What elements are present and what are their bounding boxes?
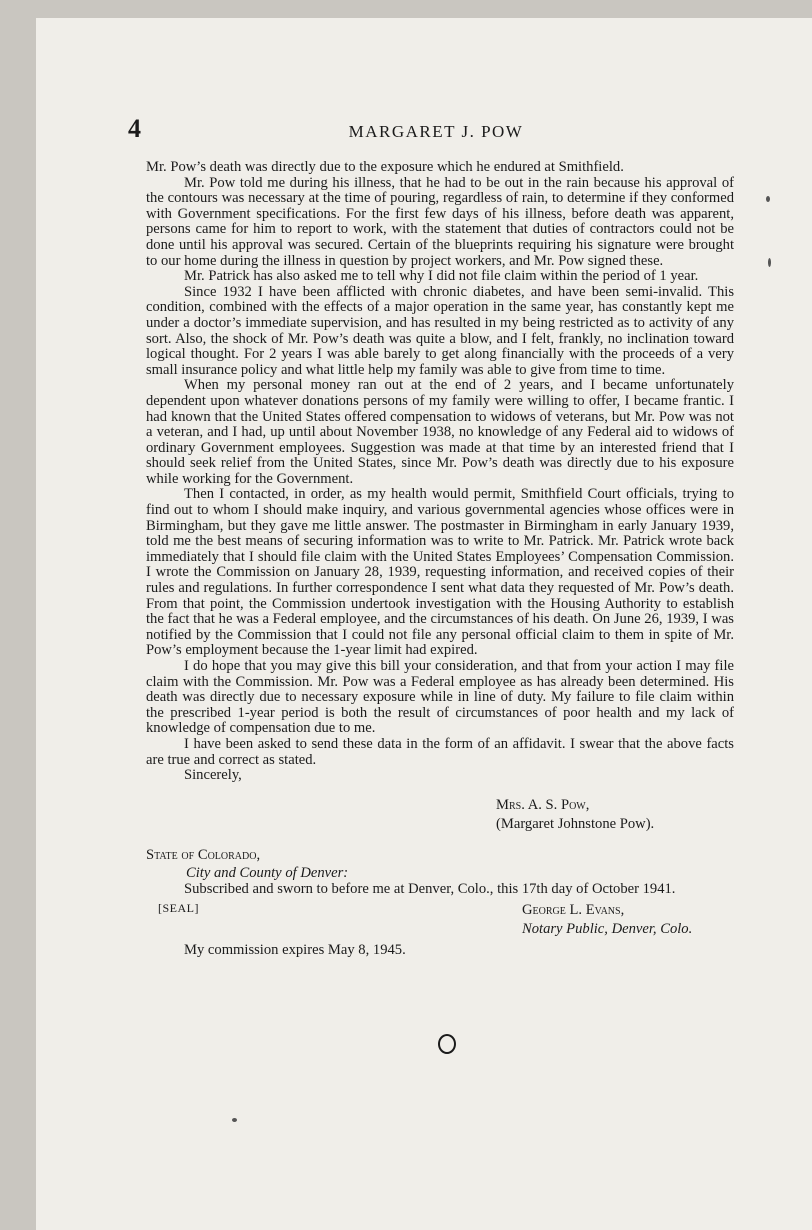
venue-state: State of Colorado, [146,846,261,863]
notary-name: George L. Evans, [522,902,625,919]
document-page [36,18,812,1230]
ink-speck [768,258,771,267]
letter-body [146,160,734,959]
end-mark-circle [438,1034,456,1054]
paragraph: Mr. Pow’s death was directly due to the exposure which he endured at Smithfield. [146,159,624,175]
venue-county: City and County of Denver: [186,864,349,881]
paragraph: Mr. Patrick has also asked me to tell why I did not file claim within the period of 1 year. [184,268,699,285]
signature-block [496,796,734,834]
paragraph: I do hope that you may give this bill your consideration, and that from your action I may file claim with the Commission. Mr. Pow was a Federal employee as has already been determined. His death was directly due to necessary exposure while in line of duty. My failure to file claim within the prescribed 1-year period is both the result of circumstances of poor health and my lack of knowledge of compensation due to me. [146,658,734,737]
paragraph: When my personal money ran out at the end of 2 years, and I became unfortunately dependent upon whatever donations persons of my family were willing to offer, I became frantic. I had known that the United States offered compensation to widows of veterans, but Mr. Pow was not a veteran, and I had, up until about November 1938, no knowledge of any Federal aid to widows of ordinary Government employees. Suggestion was made at that time by an interested friend that I should seek relief from the United States, since Mr. Pow’s death was directly due to his exposure while working for the Government. [146,377,734,487]
signature-name: Mrs. A. S. Pow, [496,796,590,813]
page-header [128,114,744,154]
paragraph: I have been asked to send these data in the form of an affidavit. I swear that the above facts are true and correct as stated. [146,735,734,768]
paragraph: Mr. Pow told me during his illness, that he had to be out in the rain because his approval of the contours was necessary at the time of pouring, regardless of rain, to determine if they conformed with Government specifications. For the first few days of his illness, before death was apparent, persons came for him to report to work, with the statement that duties of contractors could not be done until his approval was secured. Certain of the blueprints requiring his signature were brought to our home during the illness in question by project workers, and Mr. Pow signed these. [146,174,734,269]
paragraph: Then I contacted, in order, as my health would permit, Smithfield Court officials, trying to find out to whom I should make inquiry, and various governmental agencies whose offices were in Birmingham, but they gave me little answer. The postmaster in Birmingham in early January 1939, told me the best means of securing information was to write to Mr. Patrick. Mr. Patrick wrote back immediately that I should file claim with the United States Employees’ Compensation Commission. I wrote the Commission on January 28, 1939, requesting information, and received copies of their rules and regulations. In further correspondence I sent what data they requested of Mr. Pow’s death. From that point, the Commission undertook investigation with the Housing Authority to establish the fact that he was a Federal employee, and the circumstances of his death. On June 26, 1939, I was notified by the Commission that I could not file any personal official claim to them in spite of Mr. Pow’s employment because the 1-year limit had expired. [146,486,734,659]
paragraph: Since 1932 I have been afflicted with chronic diabetes, and have been semi-invalid. This condition, combined with the effects of a major operation in the same year, has constantly kept me under a doctor’s immediate supervision, and has resulted in my being restricted as to activity of any sort. Also, the shock of Mr. Pow’s death was quite a blow, and I felt, frankly, no inclination toward logical thought. For 2 years I was able barely to get along financially with the proceeds of a very small insurance policy and what little help my family was able to give from time to time. [146,283,734,378]
ink-speck [766,196,770,202]
closing: Sincerely, [184,767,242,784]
running-head: MARGARET J. POW [348,122,524,141]
venue [146,846,734,882]
notary-row [146,901,734,941]
seal-label: [SEAL] [158,901,199,916]
signature-full-name: (Margaret Johnstone Pow). [496,815,655,832]
commission-expiration: My commission expires May 8, 1945. [184,942,406,959]
notary-block [522,901,692,939]
notary-title: Notary Public, Denver, Colo. [522,921,693,938]
page-number: 4 [128,114,141,143]
oath: Subscribed and sworn to before me at Denver, Colo., this 17th day of October 1941. [184,880,676,897]
ink-speck [232,1118,237,1122]
